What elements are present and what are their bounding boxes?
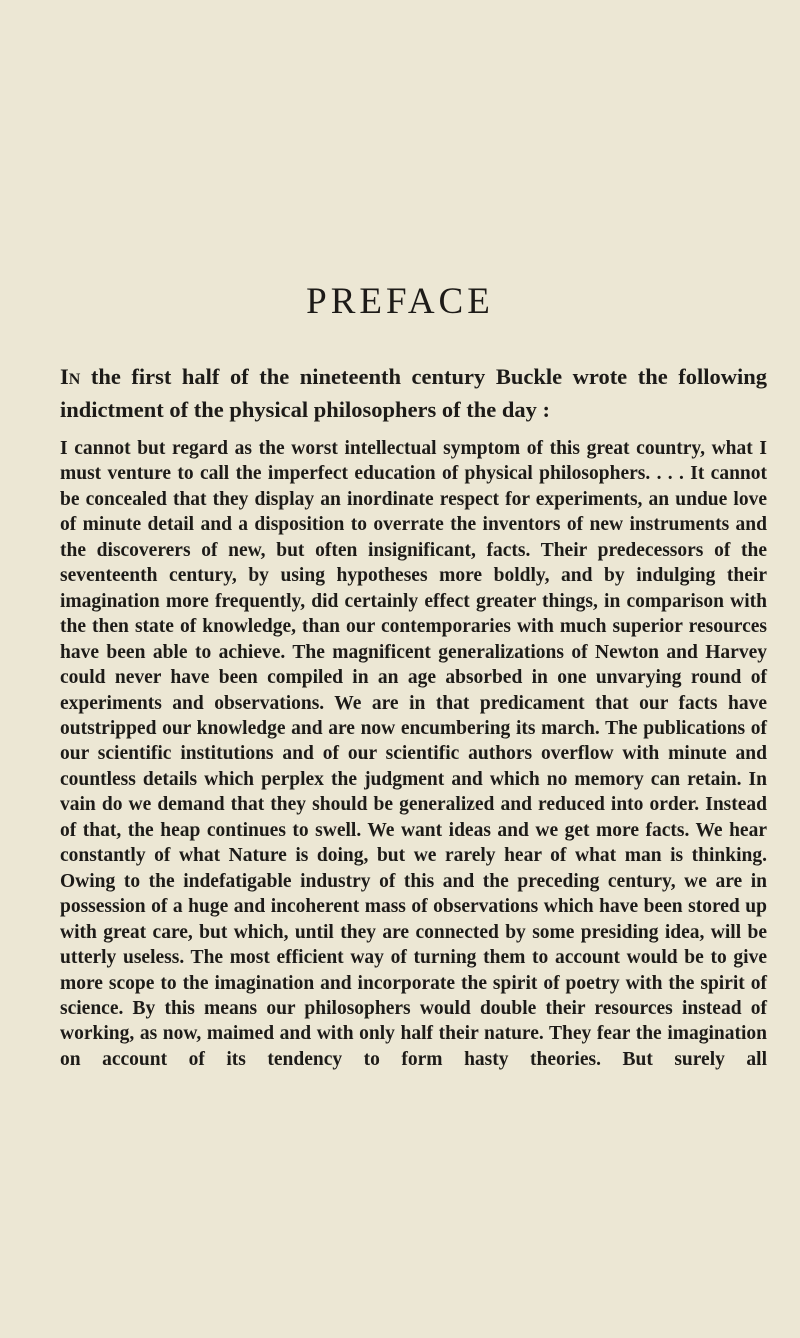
page-title: PREFACE [306, 281, 494, 322]
quoted-passage: I cannot but regard as the worst intellectual symptom of this great country, what I must venture to call the imperfect education of physical philosophers. . . . It cannot be concealed that they display an inordinate respect for experiments, an undue love of minute detail and a disposition to overrate the inventors of new instruments and the discoverers of new, but often insignificant, facts. Their predecessors of the seventeenth century, by using hypotheses more boldly, and by indulging their imagination more frequently, did certainly effect greater things, in comparison with the then state of knowledge, than our contemporaries with much superior resources have been able to achieve. The magnificent generalizations of Newton and Harvey could never have been compiled in an age absorbed in one unvarying round of experiments and observations. We are in that predicament that our facts have outstripped our knowledge and are now encumbering its march. The publications of our scientific institutions and of our scientific authors overflow with minute and countless details which perplex the judgment and which no memory can retain. In vain do we demand that they should be generalized and reduced into order. Instead of that, the heap continues to swell. We want ideas and we get more facts. We hear constantly of what Nature is doing, but we rarely hear of what man is thinking. Owing to the indefatigable industry of this and the preceding century, we are in possession of a huge and incoherent mass of observations which have been stored up with great care, but which, until they are connected by some presiding idea, will be utterly useless. The most efficient way of turning them to account would be to give more scope to the imagination and incorporate the spirit of poetry with the spirit of science. By this means our philosophers would double their resources instead of working, as now, maimed and with only half their nature. They fear the imagination on account of its tendency to form hasty theories. But surely all [60, 438, 767, 1070]
intro-text: the first half of the nineteenth century Buckle wrote the following indictment of the physical philosophers of the day : [60, 364, 767, 422]
page-body [60, 360, 767, 1072]
intro-paragraph [60, 360, 767, 426]
intro-first-word: In [60, 364, 81, 389]
